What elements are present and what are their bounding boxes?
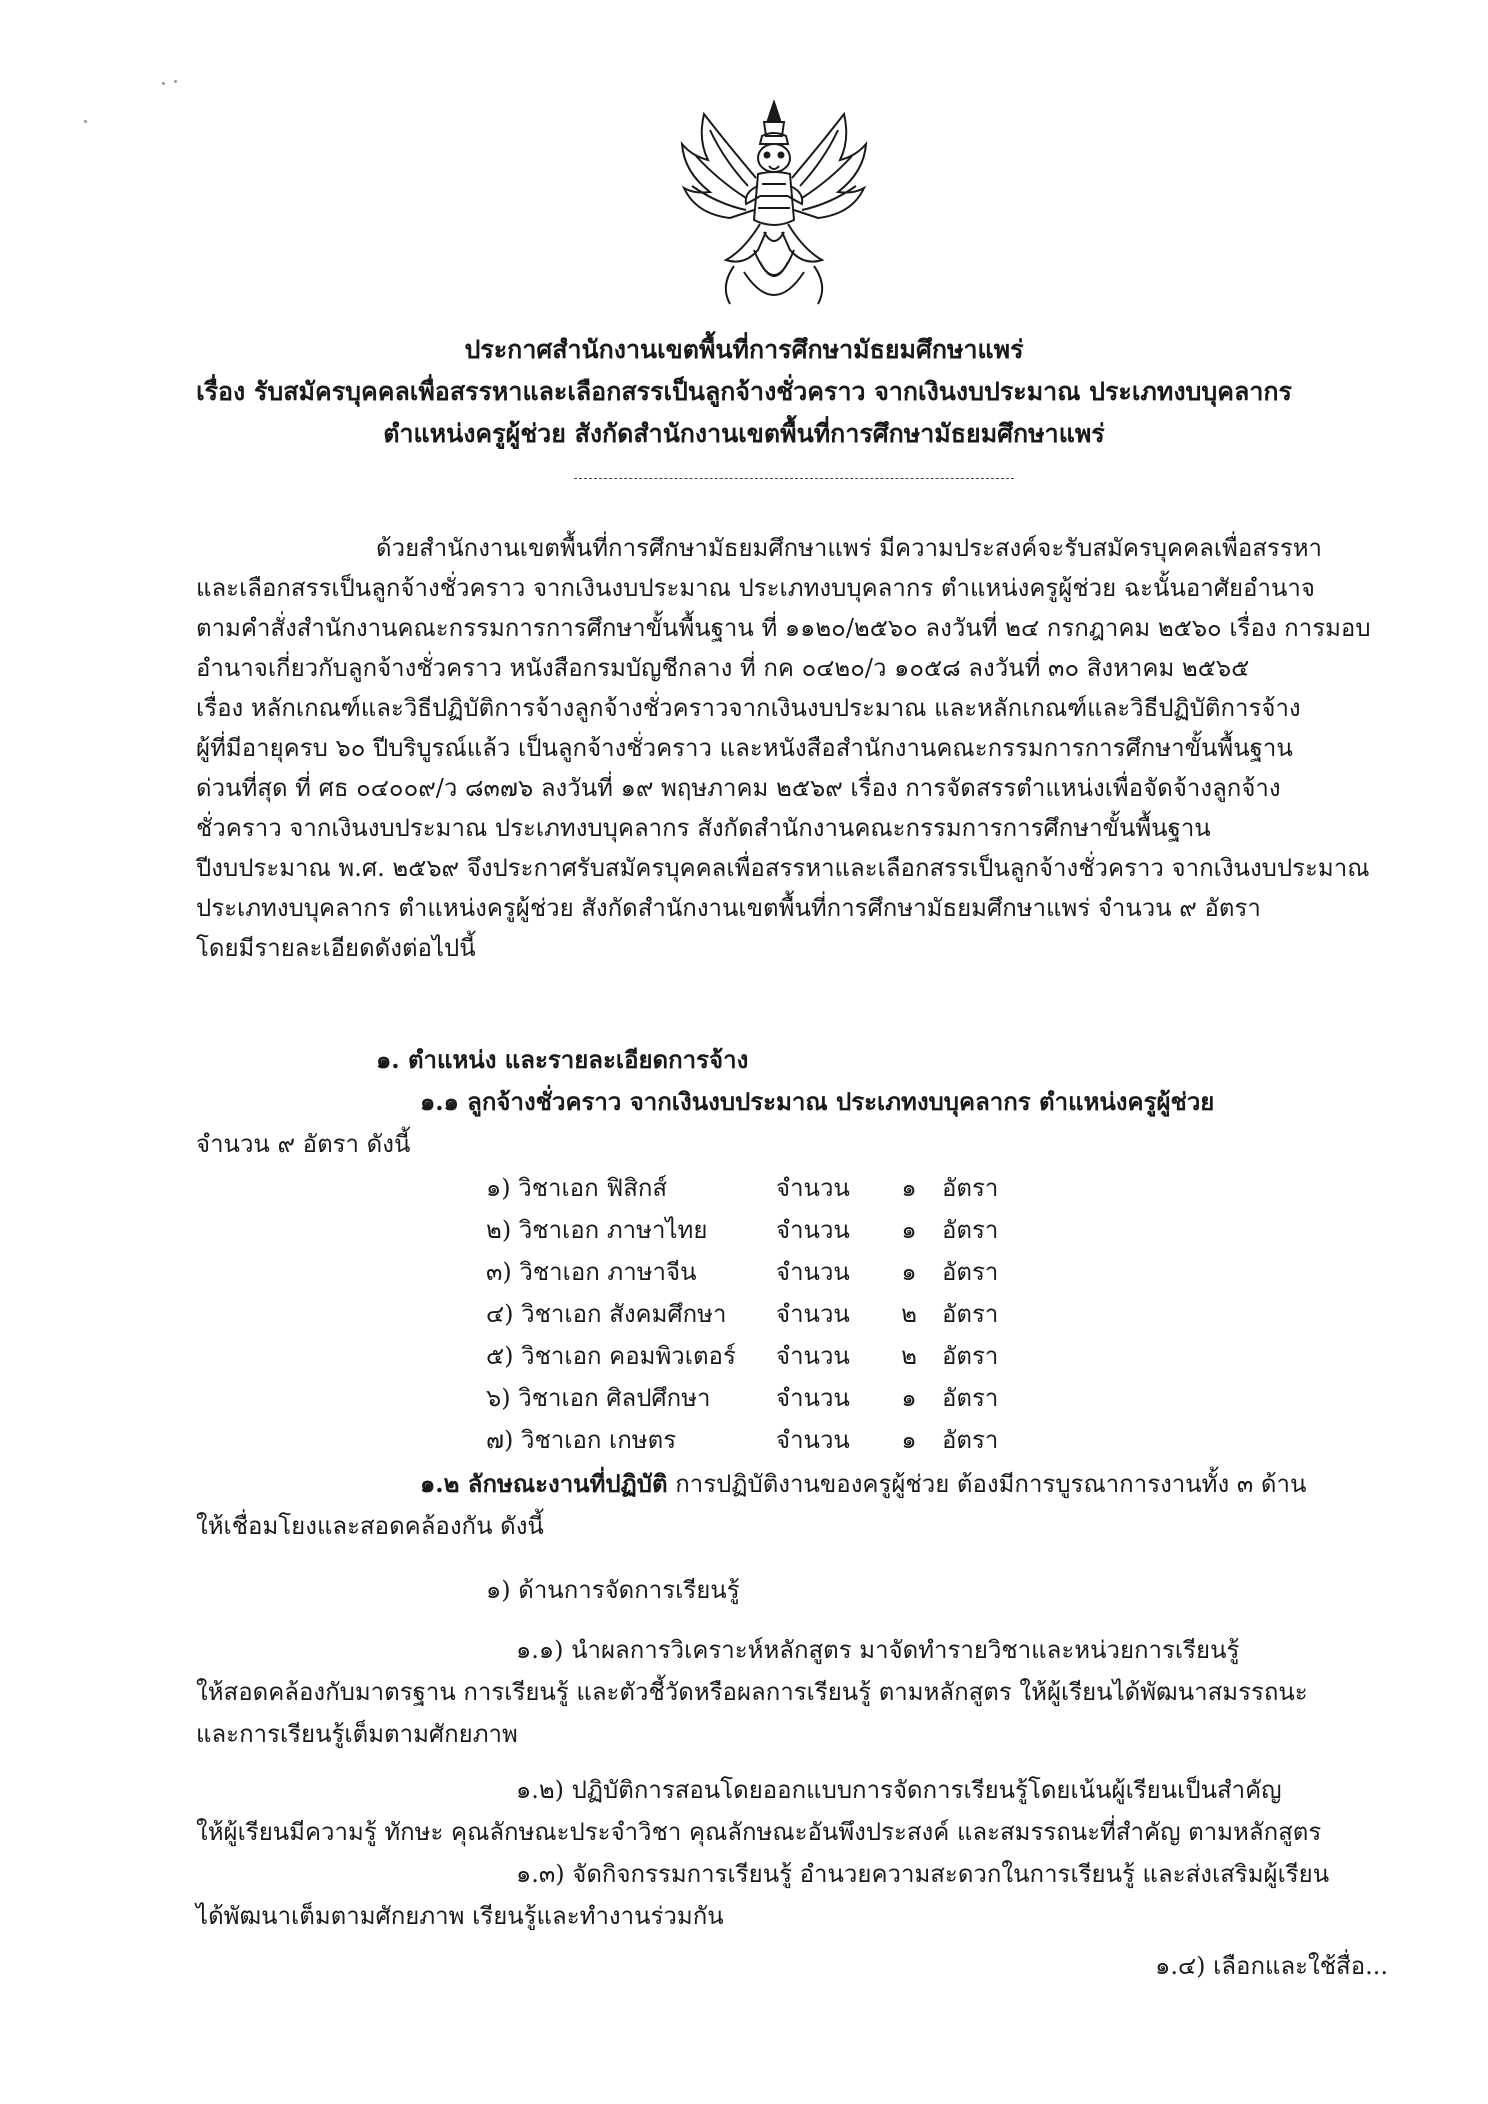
subject-rate: อัตรา [942, 1342, 999, 1370]
list-item [486, 1293, 1086, 1335]
subject-rate: อัตรา [942, 1300, 999, 1328]
intro-line: โดยมีรายละเอียดดังต่อไปนี้ [196, 934, 476, 962]
subject-unit: จำนวน [776, 1384, 850, 1412]
intro-line: และเลือกสรรเป็นลูกจ้างชั่วคราว จากเงินงบประมาณ ประเภทงบบุคลากร ตำแหน่งครูผู้ช่วย ฉะนั้นอาศัยอำนาจ [196, 574, 1315, 602]
area-1-title: ๑) ด้านการจัดการเรียนรู้ [486, 1576, 740, 1604]
item-1-1-line1: ๑.๑) นำผลการวิเคราะห์หลักสูตร มาจัดทำรายวิชาและหน่วยการเรียนรู้ [516, 1636, 1240, 1664]
subject-unit: จำนวน [776, 1174, 850, 1202]
subject-unit: จำนวน [776, 1426, 850, 1454]
subject-name: ๗) วิชาเอก เกษตร [486, 1426, 677, 1454]
subject-rate: อัตรา [942, 1426, 999, 1454]
announcement-subject: เรื่อง รับสมัครบุคคลเพื่อสรรหาและเลือกสรรเป็นลูกจ้างชั่วคราว จากเงินงบประมาณ ประเภทงบบุคลากร [196, 377, 1292, 406]
section-1-2-title: ๑.๒ ลักษณะงานที่ปฏิบัติ [420, 1469, 668, 1498]
garuda-emblem-icon [674, 100, 874, 318]
intro-line: ปีงบประมาณ พ.ศ. ๒๕๖๙ จึงประกาศรับสมัครบุคคลเพื่อสรรหาและเลือกสรรเป็นลูกจ้างชั่วคราว จากเงินงบประมาณ [196, 854, 1370, 882]
subject-count: ๑ [901, 1174, 917, 1202]
section-1-1-count: จำนวน ๙ อัตรา ดังนี้ [196, 1130, 411, 1158]
list-item [486, 1251, 1086, 1293]
intro-line: ด้วยสำนักงานเขตพื้นที่การศึกษามัธยมศึกษาแพร่ มีความประสงค์จะรับสมัครบุคคลเพื่อสรรหา [376, 534, 1323, 562]
list-item [486, 1209, 1086, 1251]
subject-rate: อัตรา [942, 1384, 999, 1412]
item-1-2-line2: ให้ผู้เรียนมีความรู้ ทักษะ คุณลักษณะประจำวิชา คุณลักษณะอันพึงประสงค์ และสมรรถนะที่สำคัญ ตามหลักสูตร [196, 1818, 1322, 1846]
intro-paragraph [196, 528, 1388, 968]
list-item [486, 1335, 1086, 1377]
subject-unit: จำนวน [776, 1300, 850, 1328]
section-1-2-line2: ให้เชื่อมโยงและสอดคล้องกัน ดังนี้ [196, 1512, 544, 1540]
subject-rate: อัตรา [942, 1216, 999, 1244]
list-item [486, 1377, 1086, 1419]
subject-count: ๑ [901, 1384, 917, 1412]
subject-name: ๖) วิชาเอก ศิลปศึกษา [486, 1384, 711, 1412]
announcement-subject-line2: ตำแหน่งครูผู้ช่วย สังกัดสำนักงานเขตพื้นที่การศึกษามัธยมศึกษาแพร่ [383, 419, 1105, 448]
intro-line: ตามคำสั่งสำนักงานคณะกรรมการการศึกษาขั้นพื้นฐาน ที่ ๑๑๒๐/๒๕๖๐ ลงวันที่ ๒๔ กรกฎาคม ๒๕๖๐ เรื่อง การมอบ [196, 614, 1371, 642]
section-1-title: ๑. ตำแหน่ง และรายละเอียดการจ้าง [376, 1045, 749, 1074]
subject-name: ๒) วิชาเอก ภาษาไทย [486, 1216, 708, 1244]
subject-name: ๑) วิชาเอก ฟิสิกส์ [486, 1174, 668, 1202]
scan-speck [162, 82, 165, 85]
subject-name: ๕) วิชาเอก คอมพิวเตอร์ [486, 1342, 736, 1370]
subject-count: ๑ [901, 1216, 917, 1244]
item-1-1-line2: ให้สอดคล้องกับมาตรฐาน การเรียนรู้ และตัวชี้วัดหรือผลการเรียนรู้ ตามหลักสูตร ให้ผู้เรียนได้พัฒนาสมรรถนะ [196, 1678, 1308, 1706]
section-1-2-text: การปฏิบัติงานของครูผู้ช่วย ต้องมีการบูรณาการงานทั้ง ๓ ด้าน [667, 1470, 1307, 1498]
subject-unit: จำนวน [776, 1342, 850, 1370]
item-1-1-line3: และการเรียนรู้เต็มตามศักยภาพ [196, 1720, 518, 1748]
item-1-3-line2: ได้พัฒนาเต็มตามศักยภาพ เรียนรู้และทำงานร่วมกัน [196, 1902, 724, 1930]
intro-line: ด่วนที่สุด ที่ ศธ ๐๔๐๐๙/ว ๘๓๗๖ ลงวันที่ ๑๙ พฤษภาคม ๒๕๖๙ เรื่อง การจัดสรรตำแหน่งเพื่อจัดจ้างลูกจ้าง [196, 774, 1281, 802]
scan-speck [174, 80, 177, 83]
item-1-3-line1: ๑.๓) จัดกิจกรรมการเรียนรู้ อำนวยความสะดวกในการเรียนรู้ และส่งเสริมผู้เรียน [516, 1860, 1330, 1888]
item-1-2-line1: ๑.๒) ปฏิบัติการสอนโดยออกแบบการจัดการเรียนรู้โดยเน้นผู้เรียนเป็นสำคัญ [516, 1776, 1282, 1804]
continued-marker: ๑.๔) เลือกและใช้สื่อ... [1155, 1952, 1388, 1980]
intro-line: ชั่วคราว จากเงินงบประมาณ ประเภทงบบุคลากร สังกัดสำนักงานคณะกรรมการการศึกษาขั้นพื้นฐาน [196, 814, 1211, 842]
section-1-2-line1 [420, 1464, 1306, 1504]
subject-name: ๓) วิชาเอก ภาษาจีน [486, 1258, 697, 1286]
subject-count: ๑ [901, 1426, 917, 1454]
intro-line: เรื่อง หลักเกณฑ์และวิธีปฏิบัติการจ้างลูกจ้างชั่วคราวจากเงินงบประมาณ และหลักเกณฑ์และวิธีปฏิบัติการจ้าง [196, 694, 1301, 722]
list-item [486, 1167, 1086, 1209]
list-item [486, 1419, 1086, 1461]
intro-line: ผู้ที่มีอายุครบ ๖๐ ปีบริบูรณ์แล้ว เป็นลูกจ้างชั่วคราว และหนังสือสำนักงานคณะกรรมการการศึกษาขั้นพื้นฐาน [196, 734, 1293, 762]
subject-count: ๒ [901, 1300, 917, 1328]
section-1-1-title: ๑.๑ ลูกจ้างชั่วคราว จากเงินงบประมาณ ประเภทงบบุคลากร ตำแหน่งครูผู้ช่วย [420, 1087, 1215, 1116]
subject-count: ๑ [901, 1258, 917, 1286]
intro-line: อำนาจเกี่ยวกับลูกจ้างชั่วคราว หนังสือกรมบัญชีกลาง ที่ กค ๐๔๒๐/ว ๑๐๕๘ ลงวันที่ ๓๐ สิงหาคม ๒๕๖๕ [196, 654, 1250, 682]
announcement-title: ประกาศสำนักงานเขตพื้นที่การศึกษามัธยมศึกษาแพร่ [464, 335, 1024, 364]
subject-count: ๒ [901, 1342, 917, 1370]
subject-rate: อัตรา [942, 1174, 999, 1202]
intro-line: ประเภทงบบุคลากร ตำแหน่งครูผู้ช่วย สังกัดสำนักงานเขตพื้นที่การศึกษามัธยมศึกษาแพร่ จำนวน ๙ อัตรา [196, 894, 1261, 922]
subject-rate: อัตรา [942, 1258, 999, 1286]
title-divider [574, 478, 1014, 479]
subjects-list [486, 1167, 1086, 1461]
subject-unit: จำนวน [776, 1216, 850, 1244]
scan-speck [84, 120, 87, 123]
subject-unit: จำนวน [776, 1258, 850, 1286]
subject-name: ๔) วิชาเอก สังคมศึกษา [486, 1300, 727, 1328]
